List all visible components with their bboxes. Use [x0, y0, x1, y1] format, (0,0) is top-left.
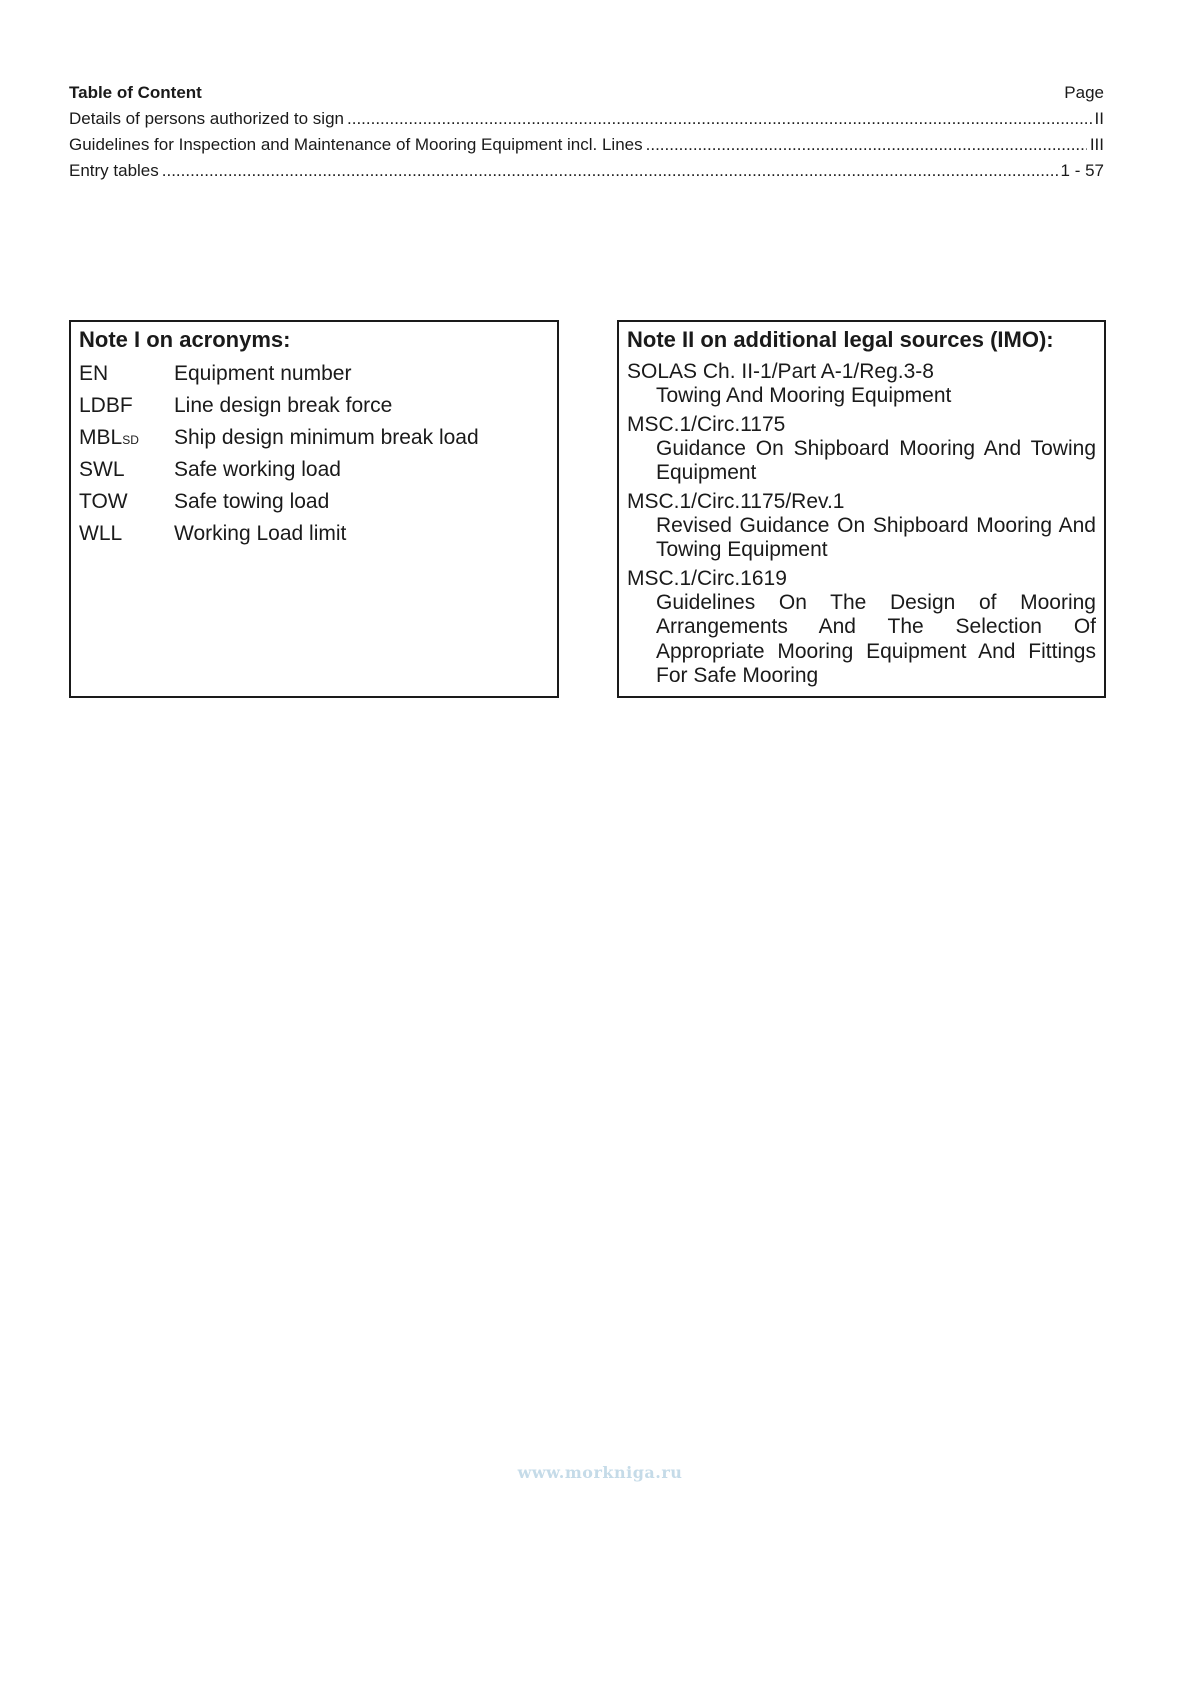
legal-source-desc: Towing And Mooring Equipment: [656, 384, 952, 407]
legal-source-item: [627, 359, 1096, 409]
acronym-row: [79, 455, 549, 487]
acronym-meaning: Safe working load: [174, 458, 341, 481]
legal-source-item: [627, 489, 1096, 563]
acronym-abbr: TOW: [79, 490, 128, 513]
acronym-meaning: Equipment number: [174, 362, 352, 385]
acronym-abbr: SWL: [79, 458, 125, 481]
legal-source-ref: MSC.1/Circ.1619: [627, 566, 787, 590]
legal-source-item: [627, 412, 1096, 486]
acronym-meaning: Ship design minimum break load: [174, 426, 479, 449]
toc-title: Table of Content: [69, 83, 202, 102]
toc-leader-dots: [646, 132, 1087, 158]
acronyms-note-box: [69, 320, 559, 698]
legal-source-desc: Guidelines On The Design of Mooring Arrangements And The Selection Of Appropriate Mooring Equipment And Fittings For Safe Mooring: [656, 590, 1096, 687]
acronym-row: [79, 423, 549, 455]
toc-entry[interactable]: [69, 158, 1104, 184]
toc-entry-label: Guidelines for Inspection and Maintenance of Mooring Equipment incl. Lines: [69, 135, 643, 154]
watermark: www.morkniga.ru: [517, 1463, 683, 1482]
acronym-abbr: MBLSD: [79, 426, 139, 449]
acronyms-note-title: Note I on acronyms:: [79, 327, 291, 352]
toc-entry-page: 1 - 57: [1060, 161, 1104, 180]
acronym-abbr: LDBF: [79, 394, 133, 417]
acronym-row: [79, 487, 549, 519]
toc-page-header: Page: [1064, 83, 1104, 102]
legal-source-desc: Revised Guidance On Shipboard Mooring And Towing Equipment: [656, 513, 1096, 561]
toc-entry-label: Details of persons authorized to sign: [69, 109, 344, 128]
legal-source-item: [627, 566, 1096, 689]
acronym-row: [79, 519, 549, 551]
legal-sources-note-box: [617, 320, 1106, 698]
toc-header: [69, 80, 1104, 106]
acronym-abbr: EN: [79, 362, 109, 385]
acronym-meaning: Working Load limit: [174, 522, 347, 545]
table-of-contents: [69, 80, 1104, 184]
acronym-row: [79, 391, 549, 423]
toc-leader-dots: [162, 158, 1058, 184]
legal-source-ref: MSC.1/Circ.1175/Rev.1: [627, 489, 845, 513]
toc-entry[interactable]: [69, 132, 1104, 158]
legal-source-ref: MSC.1/Circ.1175: [627, 412, 786, 436]
acronym-meaning: Line design break force: [174, 394, 393, 417]
toc-entry-label: Entry tables: [69, 161, 159, 180]
legal-source-ref: SOLAS Ch. II-1/Part A-1/Reg.3-8: [627, 360, 934, 383]
acronym-abbr: WLL: [79, 522, 123, 545]
toc-entry-page: II: [1094, 109, 1104, 128]
toc-entry-page: III: [1089, 135, 1104, 154]
acronym-row: [79, 359, 549, 391]
toc-leader-dots: [347, 106, 1092, 132]
legal-source-desc: Guidance On Shipboard Mooring And Towing Equipment: [656, 436, 1096, 484]
acronym-meaning: Safe towing load: [174, 490, 330, 513]
legal-sources-note-title: Note II on additional legal sources (IMO):: [627, 327, 1054, 352]
toc-entry[interactable]: [69, 106, 1104, 132]
